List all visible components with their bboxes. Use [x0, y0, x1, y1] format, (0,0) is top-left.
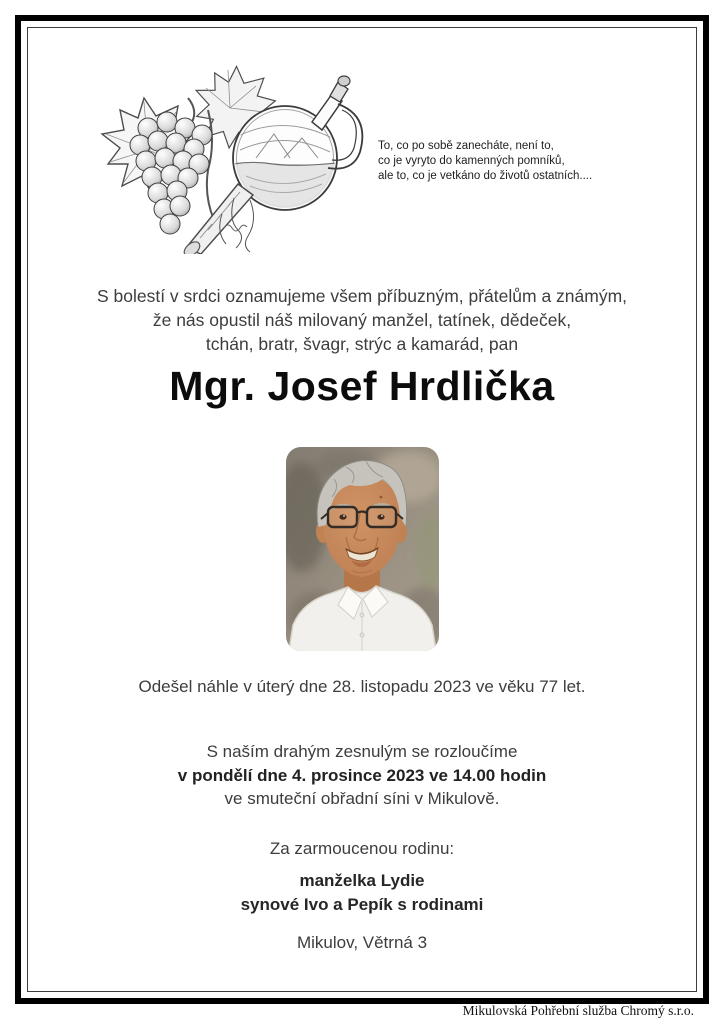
quote-line: To, co po sobě zanecháte, není to, [378, 140, 554, 152]
farewell-block [32, 740, 692, 811]
grape-cluster-icon [130, 112, 212, 234]
family-member: synové Ivo a Pepík s rodinami [240, 894, 484, 914]
address-line: Mikulov, Větrná 3 [296, 933, 428, 952]
announcement-line: S bolestí v srdci oznamujeme všem příbuzným, přátelům a známým, [96, 286, 628, 306]
funeral-service-footer: Mikulovská Pohřební služba Chromý s.r.o. [462, 1003, 694, 1018]
announcement-line: že nás opustil náš milovaný manžel, tatínek, dědeček, [152, 310, 572, 330]
farewell-line: S naším drahým zesnulým se rozloučíme [206, 742, 518, 761]
announcement-paragraph [32, 284, 692, 356]
memorial-quote [378, 139, 628, 183]
death-info-line: Odešel náhle v úterý dne 28. listopadu 2023 ve věku 77 let. [138, 677, 586, 696]
family-members [32, 869, 692, 916]
portrait-photo-svg [286, 447, 439, 651]
grapes-decanter-illustration-icon [88, 58, 370, 254]
farewell-place-line: ve smuteční obřadní síni v Mikulově. [224, 789, 500, 808]
deceased-name: Mgr. Josef Hrdlička [169, 363, 555, 409]
announcement-line: tchán, bratr, švagr, strýc a kamarád, pan [205, 334, 519, 354]
family-intro: Za zarmoucenou rodinu: [269, 839, 455, 858]
portrait-photo [286, 447, 439, 651]
cut-branch-icon [182, 184, 253, 254]
quote-line: ale to, co je vetkáno do životů ostatních.... [378, 169, 593, 182]
quote-line: co je vyryto do kamenných pomníků, [378, 154, 565, 167]
family-member: manželka Lydie [299, 871, 425, 890]
farewell-date-line: v pondělí dne 4. prosince 2023 ve 14.00 hodin [177, 765, 547, 785]
grapes-decanter-svg [88, 58, 370, 254]
